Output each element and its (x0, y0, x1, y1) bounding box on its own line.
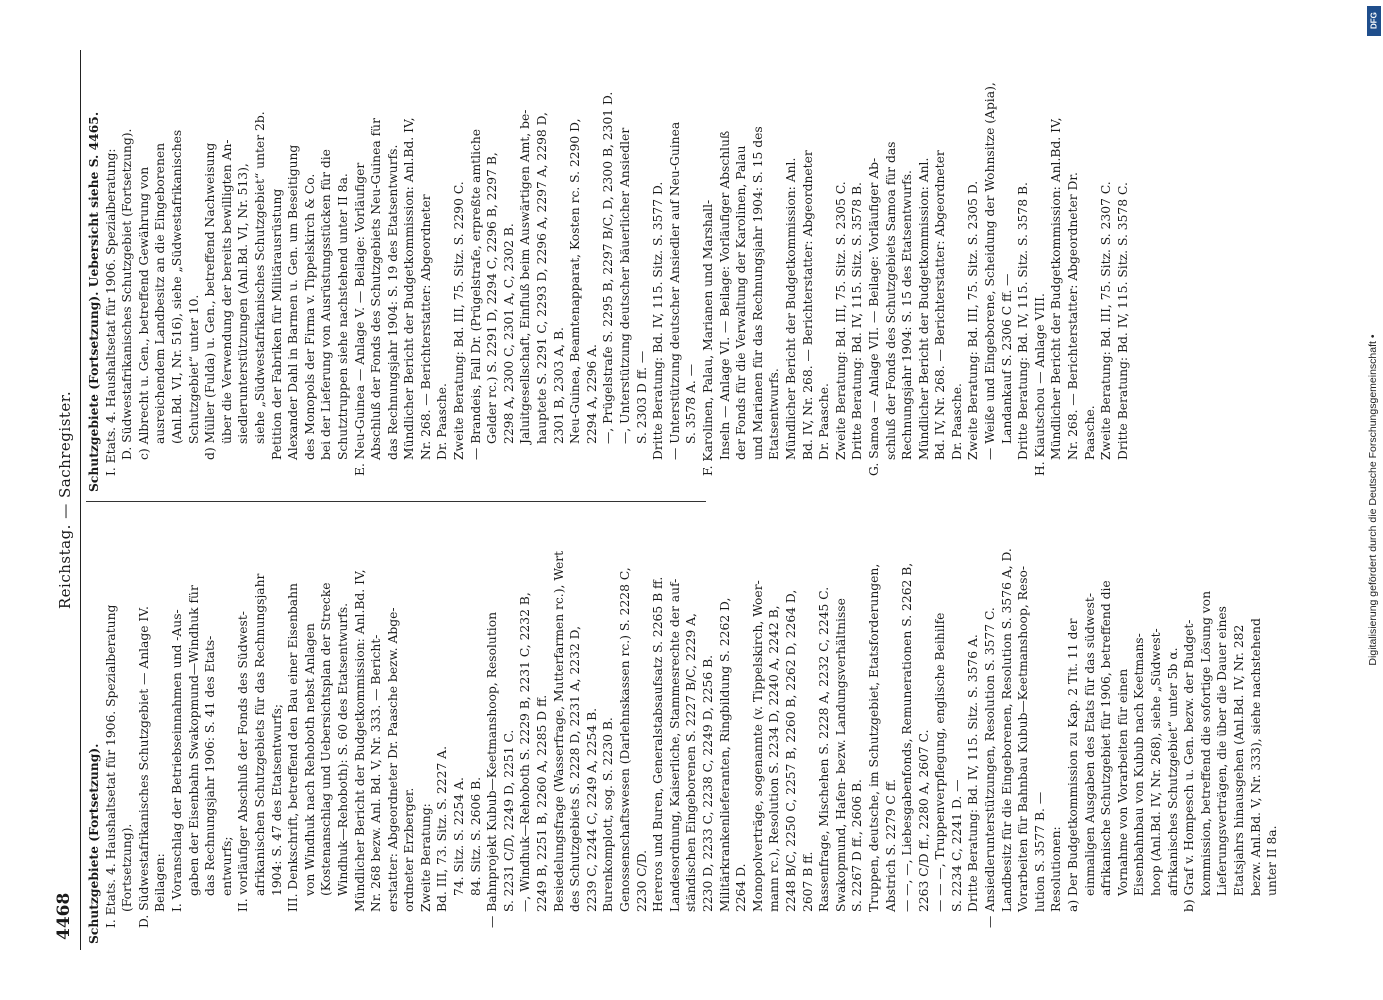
index-line: 2298 A, 2300 C, 2301 A, C, 2302 B. (501, 223, 516, 444)
index-line: Windhuk—Rehoboth): S. 60 des Etatsentwurfs. (335, 602, 350, 896)
digitization-credit: Digitalisierung gefördert durch die Deutsche Forschungsgemeinschaft • (1367, 334, 1379, 666)
index-line: afrikanisches Schutzgebiet“ unter 5b α. (1165, 647, 1180, 896)
index-line: I. Etats. 4. Haushaltsetat für 1906. Spezialberatung (103, 604, 118, 928)
index-line: Truppen, deutsche, im Schutzgebiet, Etatsforderungen, (866, 563, 881, 912)
index-line: —, Prügelstrafe S. 2295 B, 2297 B/C, D, 2300 B, 2301 D. (601, 91, 616, 444)
index-line: Mündlicher Bericht der Budgetkommission: Anl. (783, 157, 798, 460)
index-line: Zweite Beratung: (418, 803, 433, 912)
index-line: S. 2234 C, 2241 D. — (949, 779, 964, 912)
side-credit (1365, 10, 1381, 990)
index-line: Schutzgebiete (Fortsetzung). Uebersicht siehe S. 4465. (86, 111, 101, 492)
index-line: siedlerunterstützungen (Anl.Bd. VI, Nr. 513), (236, 163, 251, 444)
index-line: — Weiße und Eingeborene, Scheidung der Wohnsitze (Apia), (983, 82, 998, 460)
index-line: D. Südwestafrikanisches Schutzgebiet — Anlage IV. (136, 606, 151, 928)
index-line: Monopolverträge, sogenannte (v. Tippelskirch, Woer- (750, 580, 765, 912)
index-line: 1904: S. 47 des Etatsentwurfs; (269, 703, 284, 896)
page-number: 4468 (54, 892, 74, 940)
index-line: Vorarbeiten für Bahnbau Kubub—Keetmanshoop, Reso- (1016, 565, 1031, 912)
index-line: Eisenbahnbau von Kubub nach Keetmans- (1132, 633, 1147, 896)
index-line: Zweite Beratung: Bd. III, 75. Sitz. S. 2305 D. (966, 180, 981, 460)
index-line: S. 2231 C/D, 2249 D, 2251 C. (501, 729, 516, 912)
index-line: Rassenfrage, Mischehen S. 2228 A, 2232 C, 2245 C. (817, 586, 832, 912)
index-line: Nr. 268. — Berichterstatter: Abgeordneter Dr. (1066, 172, 1081, 460)
index-line: 2263 C/D ff., 2280 A, 2607 C. (916, 729, 931, 912)
index-line: Mündlicher Bericht der Budgetkommission: Anl.Bd. IV, (352, 569, 367, 912)
index-line: c) Albrecht u. Gen., betreffend Gewährung von (136, 166, 151, 460)
index-line: Rechnungsjahr 1904: S. 15 des Etatsentwurfs. (900, 170, 915, 460)
index-line: Militärkrankenlieferanten, Ringbildung S. 2262 D, (717, 597, 732, 912)
column-divider (86, 501, 706, 502)
index-line: mann rc.), Resolution S. 2234 D, 2240 A, 2242 B, (767, 605, 782, 912)
left-column (86, 512, 1280, 944)
index-line: II. vorläufiger Abschluß der Fonds des Südwest- (236, 611, 251, 912)
index-line: 2264 D. (734, 863, 749, 912)
index-line: 2249 B, 2251 B, 2260 A, 2285 D ff. (535, 694, 550, 912)
index-line: (Anl.Bd. VI, Nr. 516), siehe „Südwestafrikanisches (169, 129, 184, 444)
index-line: Paasche. (1082, 405, 1097, 460)
index-line: Jaluitgesellschaft, Einfluß beim Auswärtigen Amt, be- (518, 109, 533, 444)
index-line: Alexander Dahl in Barmen u. Gen. um Beseitigung (286, 144, 301, 460)
index-line: Gelder rc.) S. 2291 D, 2294 C, 2296 B, 2297 B, (485, 152, 500, 444)
index-line: —, Windhuk—Rehoboth S. 2229 B, 2231 C, 2232 B, (518, 592, 533, 912)
index-line: bezw. Anl.Bd. V, Nr. 333), siehe nachstehend (1248, 618, 1263, 896)
index-line: Landesordnung, Kaiserliche, Stammesrechte der auf- (667, 578, 682, 912)
index-line: 2301 B, 2303 A, B. (551, 327, 566, 444)
index-line: Hereros und Buren, Generalstabsaufsatz S. 2265 B ff. (651, 576, 666, 912)
index-line: Landankauf S. 2306 C ff. — (999, 273, 1014, 444)
index-line: I. Etats. 4. Haushaltsetat für 1906. Spezialberatung: (103, 148, 118, 476)
index-line: einmaligen Ausgaben des Etats für das südwest- (1082, 592, 1097, 896)
index-line: das Rechnungsjahr 1904: S. 19 des Etatsentwurfs. (385, 144, 400, 460)
index-line: Dritte Beratung: Bd. IV, 115. Sitz. S. 3578 B. (1016, 182, 1031, 460)
index-line: des Schutzgebiets S. 2228 D, 2231 A, 2232 D, (568, 625, 583, 912)
index-line: Burenkomplott, sog. S. 2230 B. (601, 717, 616, 912)
index-line: und Marianen für das Rechnungsjahr 1904: S. 15 des (750, 126, 765, 460)
index-line: — Unterstützung deutscher Ansiedler auf Neu-Guinea (667, 121, 682, 460)
index-line: Dritte Beratung: Bd. IV, 115. Sitz. S. 3578 C. (1115, 182, 1130, 460)
index-line: unter II 8a. (1265, 825, 1280, 896)
index-line: (Fortsetzung). (120, 823, 135, 912)
index-line: ausreichendem Landbesitz an die Eingeborenen (153, 142, 168, 444)
index-line: schluß der Fonds des Schutzgebiets Samoa für das (883, 141, 898, 460)
index-line: 2607 B ff. (800, 851, 815, 912)
index-line: — Brandeis, Fall Dr. (Prügelstrafe, erpreßte amtliche (468, 128, 483, 460)
right-column (86, 60, 1130, 492)
dfg-logo: DFG (1367, 6, 1381, 36)
index-line: ständischen Eingeborenen S. 2227 B/C, 2229 A, (684, 613, 699, 912)
index-line: S. 3578 A. — (684, 363, 699, 444)
index-line: 2248 B/C, 2250 C, 2257 B, 2260 B, 2262 D, 2264 D, (783, 589, 798, 912)
index-line: 2230 D, 2233 C, 2238 C, 2249 D, 2256 B. (700, 654, 715, 912)
index-line: — — —, Truppenverpflegung, englische Beihilfe (933, 612, 948, 912)
index-line: — —, —, Liebesgabenfonds, Remunerationen S. 2262 B, (900, 562, 915, 912)
index-line: kommission, betreffend die sofortige Lösung von (1198, 590, 1213, 896)
index-line: Schutzgebiet“ unter 10. (186, 294, 201, 444)
index-line: Swakopmund, Hafen- bezw. Landungsverhältnisse (833, 598, 848, 912)
index-line: über die Verwendung der bereits bewilligten An- (219, 139, 234, 444)
index-line: (Kostenanschlag und Uebersichtsplan der Strecke (319, 582, 334, 896)
index-line: E. Neu-Guinea — Anlage V. — Beilage: Vorläufiger (352, 162, 367, 476)
index-line: Landbesitz für die Eingeborenen, Resolution S. 3576 A, D. (999, 548, 1014, 912)
index-line: Beilagen: (153, 853, 168, 912)
index-line: Abstrich S. 2279 C ff. (883, 778, 898, 912)
page-header (50, 50, 81, 950)
index-line: III. Denkschrift, betreffend den Bau einer Eisenbahn (286, 583, 301, 912)
index-line: 2294 A, 2296 A. (584, 344, 599, 444)
index-line: — Bahnprojekt Kubub—Keetmanshoop, Resolution (485, 611, 500, 928)
index-line: Zweite Beratung: Bd. III, 75. Sitz. S. 2290 C. (452, 181, 467, 460)
rotated-page (50, 50, 1340, 950)
index-line: b) Graf v. Hompesch u. Gen. bezw. der Budget- (1182, 619, 1197, 912)
index-line: Resolutionen: (1049, 826, 1064, 912)
index-line: afrikanische Schutzgebiet für 1906, betreffend die (1099, 580, 1114, 896)
index-line: Abschluß der Fonds des Schutzgebiets Neu-Guinea für (369, 118, 384, 460)
index-line: entwurfs; (219, 836, 234, 896)
index-line: Nr. 268 bezw. Anl. Bd. V, Nr. 333. — Bericht- (369, 634, 384, 912)
index-line: Schutzgebiete (Fortsetzung). (86, 743, 101, 944)
index-line: 2239 C, 2244 C, 2249 A, 2254 B. (584, 707, 599, 912)
index-line: gaben der Eisenbahn Swakopmund—Windhuk für (186, 585, 201, 896)
index-line: Zweite Beratung: Bd. III, 75. Sitz. S. 2305 C. (833, 181, 848, 460)
index-line: von Windhuk nach Rehoboth nebst Anlagen (302, 623, 317, 896)
index-line: Bd. IV, Nr. 268. — Berichterstatter: Abgeordneter (933, 150, 948, 460)
index-line: G. Samoa — Anlage VII. — Beilage: Vorläufiger Ab- (866, 157, 881, 476)
index-line: H. Kiautschou — Anlage VIII. (1032, 293, 1047, 476)
index-line: 74. Sitz. S. 2254 A. (452, 777, 467, 896)
index-line: I. Voranschlag der Betriebseinnahmen und -Aus- (169, 609, 184, 912)
index-line: Schutztruppen siehe nachstehend unter II 8a. (335, 173, 350, 460)
index-line: Bd. III, 73. Sitz. S. 2227 A. (435, 746, 450, 912)
index-line: hoop (Anl.Bd. IV, Nr. 268), siehe „Südwest- (1149, 628, 1163, 896)
index-line: Mündlicher Bericht der Budgetkommission: Anl.Bd. IV, (1049, 117, 1064, 460)
index-line: ordneter Erzberger. (402, 787, 417, 912)
index-line: S. 2267 D ff., 2606 B. (850, 779, 865, 912)
index-line: Dritte Beratung: Bd. IV, 115. Sitz. S. 3578 B. (850, 182, 865, 460)
index-line: das Rechnungsjahr 1906: S. 41 des Etats- (203, 635, 218, 896)
index-line: Mündlicher Bericht der Budgetkommission: Anl. (916, 157, 931, 460)
index-line: Neu-Guinea, Beamtenapparat, Kosten rc. S. 2290 D, (568, 118, 583, 444)
index-line: der Fonds für die Verwaltung der Karolinen, Palau (734, 145, 749, 460)
index-line: bei der Lieferung von Ausrüstungsstücken für die (319, 149, 334, 460)
index-line: hauptete S. 2291 C, 2293 D, 2296 A, 2297 A, 2298 D, (535, 112, 550, 444)
index-line: 2230 C/D. (634, 849, 649, 912)
index-line: siehe „Südwestafrikanisches Schutzgebiet“ unter 2b. (252, 111, 267, 444)
index-line: —, Unterstützung deutscher bäuerlicher Ansiedler (618, 127, 632, 444)
index-line: a) Der Budgetkommission zu Kap. 2 Tit. 11 der (1066, 618, 1081, 912)
index-line: Inseln — Anlage VI. — Beilage: Vorläufiger Abschluß (717, 130, 732, 460)
index-line: Dritte Beratung: Bd. IV, 115. Sitz. S. 3577 D. (651, 181, 666, 460)
index-line: S. 2303 D ff. — (634, 350, 649, 444)
page-title: Reichstag. — Sachregister. (56, 390, 74, 610)
index-line: Dritte Beratung: Bd. IV, 115. Sitz. S. 3576 A. (966, 634, 981, 912)
index-line: erstatter: Abgeordneter Dr. Paasche bezw. Abge- (385, 607, 400, 912)
index-line: des Monopols der Firma v. Tippelskirch & Co. (302, 173, 317, 460)
index-line: Bd. IV, Nr. 268. — Berichterstatter: Abgeordneter (800, 150, 815, 460)
index-line: Vornahme von Vorarbeiten für einen (1115, 668, 1130, 896)
index-line: Genossenschaftswesen (Darlehnskassen rc.) S. 2228 C, (618, 567, 632, 912)
columns (86, 50, 1336, 950)
index-line: Besiedelungsfrage (Wasserfrage, Mutterfarmen rc.), Wert (551, 550, 566, 912)
index-line: Dr. Paasche. (817, 383, 832, 460)
index-line: Petition der Fabriken für Militärausrüstung (269, 188, 284, 460)
index-line: d) Müller (Fulda) u. Gen., betreffend Nachweisung (203, 142, 218, 460)
index-line: Etatsentwurfs. (767, 368, 782, 460)
index-line: Nr. 268. — Berichterstatter: Abgeordneter (418, 194, 433, 460)
index-line: F. Karolinen, Palau, Marianen und Marshall- (700, 199, 715, 476)
index-line: afrikanischen Schutzgebiets für das Rechnungsjahr (252, 573, 267, 896)
index-line: — Ansiedlerunterstützungen, Resolution S. 3577 C. (983, 607, 998, 928)
index-line: Mündlicher Bericht der Budgetkommission: Anl.Bd. IV, (402, 117, 417, 460)
index-line: 84. Sitz. S. 2606 B. (468, 776, 483, 896)
index-line: Dr. Paasche. (435, 383, 450, 460)
index-line: Etatsjahrs hinausgehen (Anl.Bd. IV, Nr. 282 (1231, 624, 1246, 896)
index-line: Lieferungsverträgen, die über die Dauer eines (1215, 606, 1230, 896)
index-line: Zweite Beratung: Bd. III, 75. Sitz. S. 2307 C. (1099, 181, 1114, 460)
index-line: Dr. Paasche. (949, 383, 964, 460)
index-line: D. Südwestafrikanisches Schutzgebiet (Fortsetzung). (120, 128, 135, 460)
index-line: lution S. 3577 B. — (1032, 791, 1047, 912)
